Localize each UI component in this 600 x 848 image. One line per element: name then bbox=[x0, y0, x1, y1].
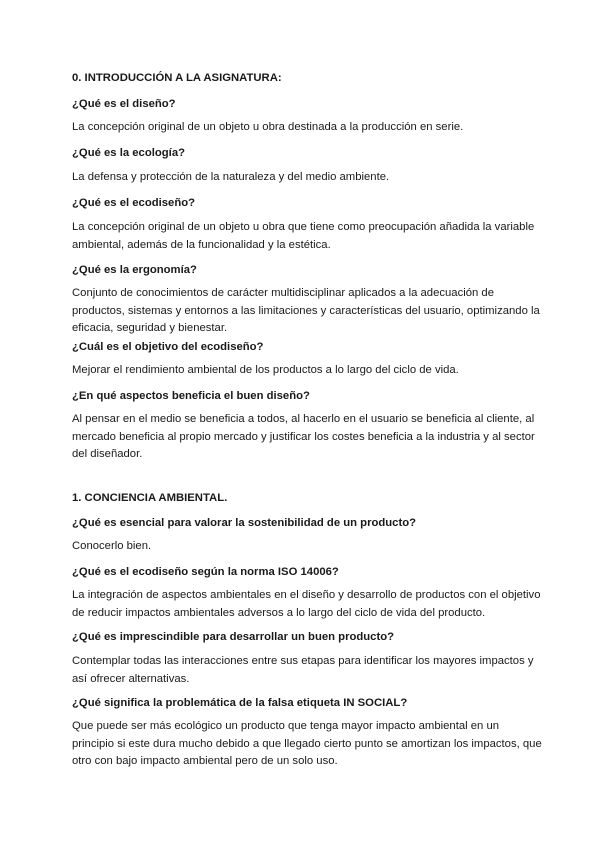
question: ¿Qué significa la problemática de la falsa etiqueta IN SOCIAL? bbox=[72, 697, 408, 709]
answer: Mejorar el rendimiento ambiental de los productos a lo largo del ciclo de vida. bbox=[72, 364, 459, 376]
question: ¿Qué es el ecodiseño según la norma ISO 14006? bbox=[72, 566, 339, 578]
answer: La integración de aspectos ambientales en el diseño y desarrollo de productos con el objetivo de reducir impactos ambientales adversos a lo largo del ciclo de vida del producto. bbox=[72, 589, 541, 619]
question: ¿Qué es la ecología? bbox=[72, 147, 186, 159]
question: ¿Qué es la ergonomía? bbox=[72, 264, 197, 276]
question: ¿Qué es el diseño? bbox=[72, 98, 176, 110]
question: ¿En qué aspectos beneficia el buen diseño? bbox=[72, 390, 310, 402]
question: ¿Qué es el ecodiseño? bbox=[72, 197, 196, 209]
answer: Conocerlo bien. bbox=[72, 540, 152, 552]
answer: Que puede ser más ecológico un producto que tenga mayor impacto ambiental en un principio si este dura mucho debido a que llegado cierto punto se amortizan los impactos, que otro con bajo impacto ambiental pero de un solo uso. bbox=[72, 720, 542, 767]
answer: La concepción original de un objeto u obra que tiene como preocupación añadida la variable ambiental, además de la funcionalidad y la estética. bbox=[72, 221, 535, 251]
answer: Conjunto de conocimientos de carácter multidisciplinar aplicados a la adecuación de productos, sistemas y entornos a las limitaciones y características del usuario, optimizando la eficacia, seguridad y bienestar. bbox=[72, 287, 540, 334]
answer: La defensa y protección de la naturaleza y del medio ambiente. bbox=[72, 171, 390, 183]
answer: La concepción original de un objeto u obra destinada a la producción en serie. bbox=[72, 121, 464, 133]
answer: Al pensar en el medio se beneficia a todos, al hacerlo en el usuario se beneficia al cliente, al mercado beneficia al propio mercado y justificar los costes beneficia a la industria y al sector del diseñador. bbox=[72, 413, 535, 460]
question: ¿Cuál es el objetivo del ecodiseño? bbox=[72, 341, 264, 353]
question: ¿Qué es esencial para valorar la sostenibilidad de un producto? bbox=[72, 517, 417, 529]
section-title: 1. CONCIENCIA AMBIENTAL. bbox=[72, 492, 228, 504]
answer: Contemplar todas las interacciones entre sus etapas para identificar los mayores impactos y así ofrecer alternativas. bbox=[72, 655, 534, 685]
section-title: 0. INTRODUCCIÓN A LA ASIGNATURA: bbox=[72, 72, 282, 84]
question: ¿Qué es imprescindible para desarrollar un buen producto? bbox=[72, 631, 395, 643]
